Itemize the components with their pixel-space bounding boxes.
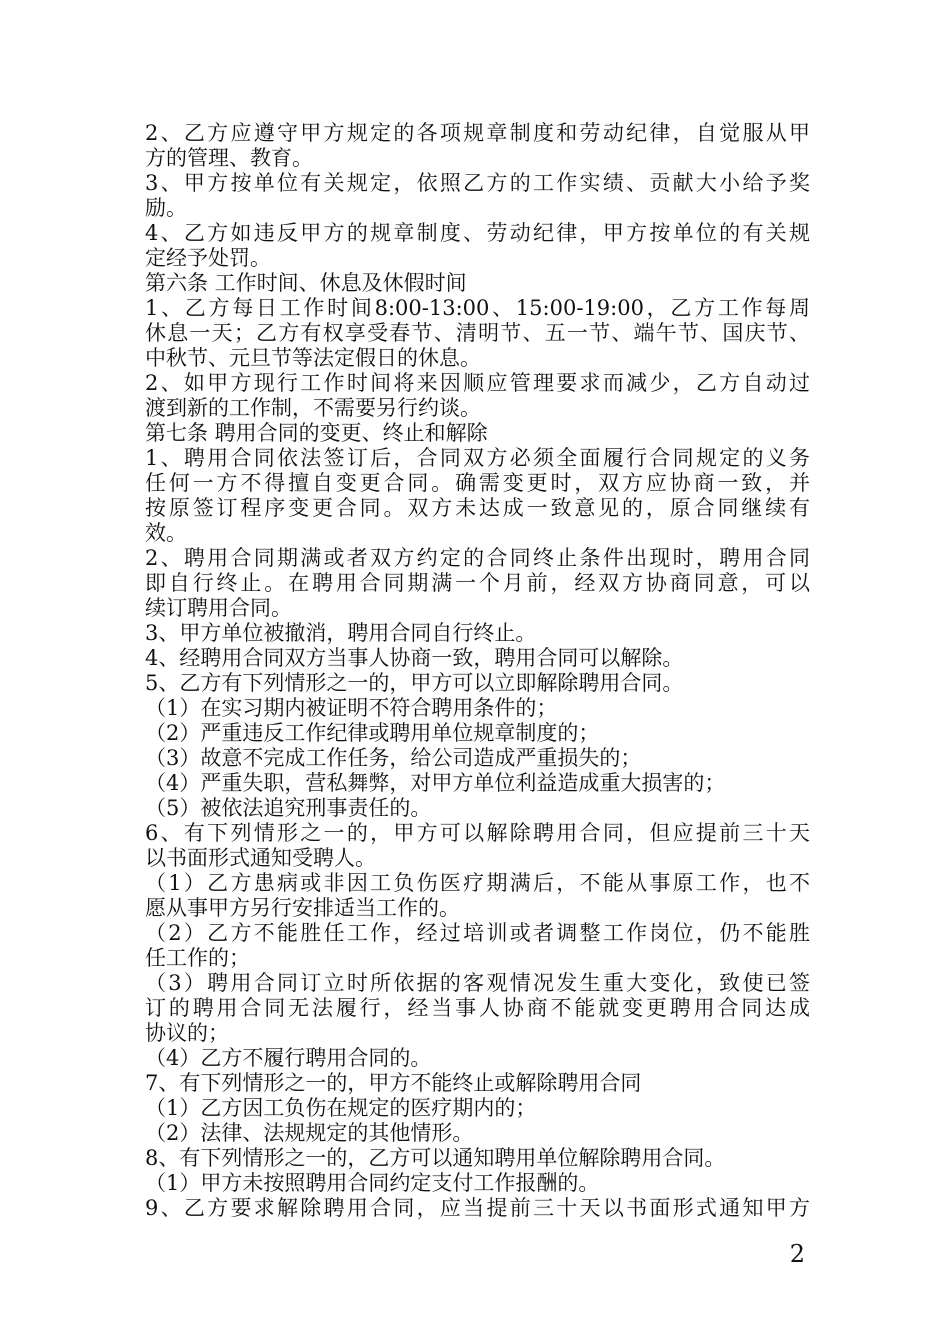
text-line: 任工作的；	[145, 946, 250, 970]
text-line: 4、经聘用合同双方当事人协商一致，聘用合同可以解除。	[145, 646, 684, 670]
text-line: 8、有下列情形之一的，乙方可以通知聘用单位解除聘用合同。	[145, 1146, 726, 1170]
text-line: 励。	[145, 196, 187, 220]
text-line: 愿从事甲方另行安排适当工作的。	[145, 896, 460, 920]
text-line: 即自行终止。在聘用合同期满一个月前，经双方协商同意，可以	[145, 571, 810, 595]
text-line: 1、聘用合同依法签订后，合同双方必须全面履行合同规定的义务	[145, 446, 810, 470]
text-line: 效。	[145, 521, 187, 545]
text-line: 2、乙方应遵守甲方规定的各项规章制度和劳动纪律，自觉服从甲	[145, 121, 810, 145]
text-line: （3）故意不完成工作任务，给公司造成严重损失的；	[145, 746, 642, 770]
text-line: 方的管理、教育。	[145, 146, 313, 170]
text-line: 3、甲方单位被撤消，聘用合同自行终止。	[145, 621, 537, 645]
text-line: （1）乙方患病或非因工负伤医疗期满后，不能从事原工作，也不	[145, 871, 810, 895]
document-body	[145, 121, 810, 1221]
text-line: （5）被依法追究刑事责任的。	[145, 796, 432, 820]
text-line: （2）严重违反工作纪律或聘用单位规章制度的；	[145, 721, 600, 745]
text-line: （3）聘用合同订立时所依据的客观情况发生重大变化，致使已签	[145, 971, 810, 995]
text-line: 第六条 工作时间、休息及休假时间	[145, 271, 467, 295]
text-line: （1）乙方因工负伤在规定的医疗期内的；	[145, 1096, 537, 1120]
text-line: 3、甲方按单位有关规定，依照乙方的工作实绩、贡献大小给予奖	[145, 171, 810, 195]
text-line: 渡到新的工作制，不需要另行约谈。	[145, 396, 481, 420]
text-line: 协议的；	[145, 1021, 229, 1045]
text-line: （1）在实习期内被证明不符合聘用条件的；	[145, 696, 558, 720]
text-line: 4、乙方如违反甲方的规章制度、劳动纪律，甲方按单位的有关规	[145, 221, 810, 245]
text-line: 订的聘用合同无法履行，经当事人协商不能就变更聘用合同达成	[145, 996, 810, 1020]
text-line: 定经予处罚。	[145, 246, 271, 270]
text-line: 6、有下列情形之一的，甲方可以解除聘用合同，但应提前三十天	[145, 821, 810, 845]
text-line: 任何一方不得擅自变更合同。确需变更时，双方应协商一致，并	[145, 471, 810, 495]
text-line: 以书面形式通知受聘人。	[145, 846, 376, 870]
text-line: 中秋节、元旦节等法定假日的休息。	[145, 346, 481, 370]
text-line: 2、如甲方现行工作时间将来因顺应管理要求而减少，乙方自动过	[145, 371, 810, 395]
text-line: 第七条 聘用合同的变更、终止和解除	[145, 421, 488, 445]
text-line: 1、乙方每日工作时间8:00-13:00、15:00-19:00，乙方工作每周	[145, 296, 810, 320]
text-line: （1）甲方未按照聘用合同约定支付工作报酬的。	[145, 1171, 600, 1195]
text-line: 续订聘用合同。	[145, 596, 292, 620]
text-line: 休息一天；乙方有权享受春节、清明节、五一节、端午节、国庆节、	[145, 321, 810, 345]
text-line: 7、有下列情形之一的，甲方不能终止或解除聘用合同	[145, 1071, 642, 1095]
text-line: （4）乙方不履行聘用合同的。	[145, 1046, 432, 1070]
text-line: 5、乙方有下列情形之一的，甲方可以立即解除聘用合同。	[145, 671, 684, 695]
page-number: 2	[789, 1240, 805, 1268]
text-line: 9、乙方要求解除聘用合同，应当提前三十天以书面形式通知甲方	[145, 1196, 810, 1220]
text-line: 按原签订程序变更合同。双方未达成一致意见的，原合同继续有	[145, 496, 810, 520]
text-line: （2）法律、法规规定的其他情形。	[145, 1121, 474, 1145]
text-line: 2、聘用合同期满或者双方约定的合同终止条件出现时，聘用合同	[145, 546, 810, 570]
text-line: （4）严重失职，营私舞弊，对甲方单位利益造成重大损害的；	[145, 771, 726, 795]
text-line: （2）乙方不能胜任工作，经过培训或者调整工作岗位，仍不能胜	[145, 921, 810, 945]
